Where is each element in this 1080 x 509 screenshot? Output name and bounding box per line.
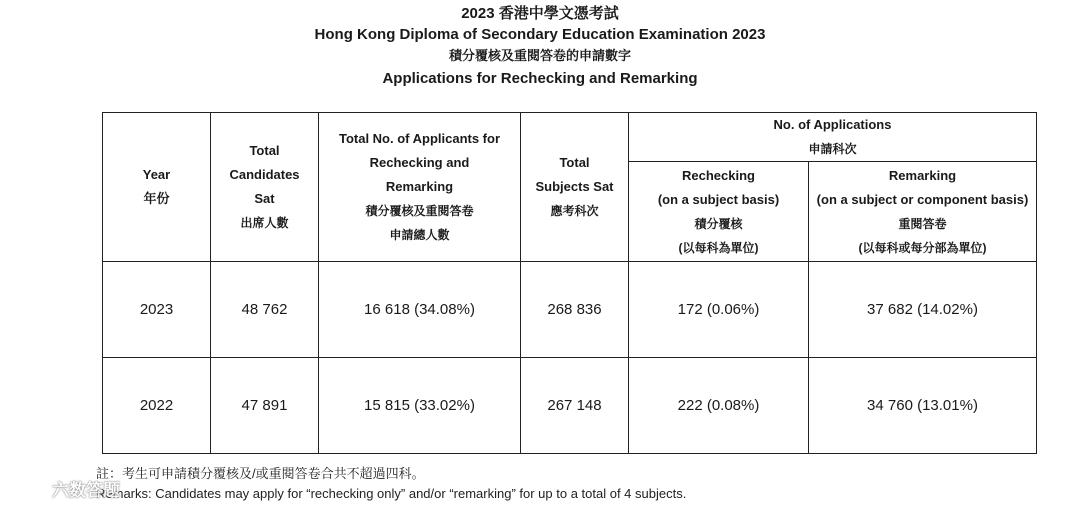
header-row-1 — [103, 113, 1037, 162]
cell-year: 2023 — [103, 262, 211, 358]
header-candidates — [211, 113, 319, 262]
header-candidates-en-2: Candidates — [229, 167, 300, 182]
header-candidates-en-3: Sat — [254, 191, 275, 206]
header-subjects — [521, 113, 629, 262]
header-remarking-zh-1: 重閱答卷 — [898, 216, 947, 231]
header-applicants — [319, 113, 521, 262]
header-applicants-zh-1: 積分覆核及重閱答卷 — [365, 204, 474, 218]
header-applicants-en-2: Rechecking and — [369, 155, 470, 170]
title-en-applications: Applications for Rechecking and Remarking — [382, 70, 698, 87]
cell-candidates: 47 891 — [211, 358, 319, 454]
page-header — [0, 2, 1080, 92]
title-zh-exam: 2023 香港中學文憑考試 — [461, 5, 619, 22]
header-remarking-en-2: (on a subject or component basis) — [816, 191, 1029, 207]
cell-applicants: 15 815 (33.02%) — [319, 358, 521, 454]
cell-remarking: 34 760 (13.01%) — [809, 358, 1037, 454]
cell-year: 2022 — [103, 358, 211, 454]
applications-table — [102, 112, 1037, 454]
header-applicants-en-1: Total No. of Applicants for — [338, 131, 501, 146]
title-en-exam: Hong Kong Diploma of Secondary Education Examination 2023 — [314, 26, 766, 43]
chat-logo-icon — [8, 478, 48, 500]
header-applicants-zh-2: 申請總人數 — [389, 228, 450, 242]
header-year-zh: 年份 — [143, 191, 170, 206]
header-rechecking-zh-1: 積分覆核 — [694, 216, 743, 231]
header-rechecking-en-2: (on a subject basis) — [657, 191, 780, 207]
header-remarking-en-1: Remarking — [888, 167, 957, 183]
cell-rechecking: 222 (0.08%) — [629, 358, 809, 454]
header-rechecking — [629, 162, 809, 262]
title-zh-applications: 積分覆核及重閱答卷的申請數字 — [448, 48, 631, 63]
header-remarking-zh-2: (以每科或每分部為單位) — [858, 240, 987, 255]
header-applicants-en-3: Remarking — [385, 179, 454, 194]
header-rechecking-en-1: Rechecking — [682, 167, 755, 183]
table-row — [103, 358, 1037, 454]
cell-remarking: 37 682 (14.02%) — [809, 262, 1037, 358]
cell-applicants: 16 618 (34.08%) — [319, 262, 521, 358]
header-candidates-en-1: Total — [249, 143, 280, 158]
header-year-en: Year — [142, 167, 171, 182]
remarks-zh: 註：考生可申請積分覆核及/或重閱答卷合共不超過四科。 — [96, 466, 425, 481]
header-applications-zh: 申請科次 — [808, 142, 857, 156]
header-subjects-en-1: Total — [559, 155, 590, 170]
header-applications — [629, 113, 1037, 162]
header-subjects-en-2: Subjects Sat — [535, 179, 614, 194]
watermark-text: 六数答题 — [52, 481, 120, 500]
remarks-en: Remarks: Candidates may apply for “rechecking only” and/or “remarking” for up to a total of 4 subjects. — [96, 486, 687, 501]
header-candidates-zh: 出席人數 — [240, 216, 289, 230]
cell-candidates: 48 762 — [211, 262, 319, 358]
cell-subjects: 267 148 — [521, 358, 629, 454]
header-year — [103, 113, 211, 262]
table-row — [103, 262, 1037, 358]
watermark — [8, 476, 120, 501]
header-applications-en: No. of Applications — [773, 117, 892, 132]
cell-rechecking: 172 (0.06%) — [629, 262, 809, 358]
remarks — [96, 464, 686, 504]
header-rechecking-zh-2: (以每科為單位) — [678, 240, 759, 255]
header-remarking — [809, 162, 1037, 262]
header-subjects-zh: 應考科次 — [550, 204, 599, 218]
cell-subjects: 268 836 — [521, 262, 629, 358]
